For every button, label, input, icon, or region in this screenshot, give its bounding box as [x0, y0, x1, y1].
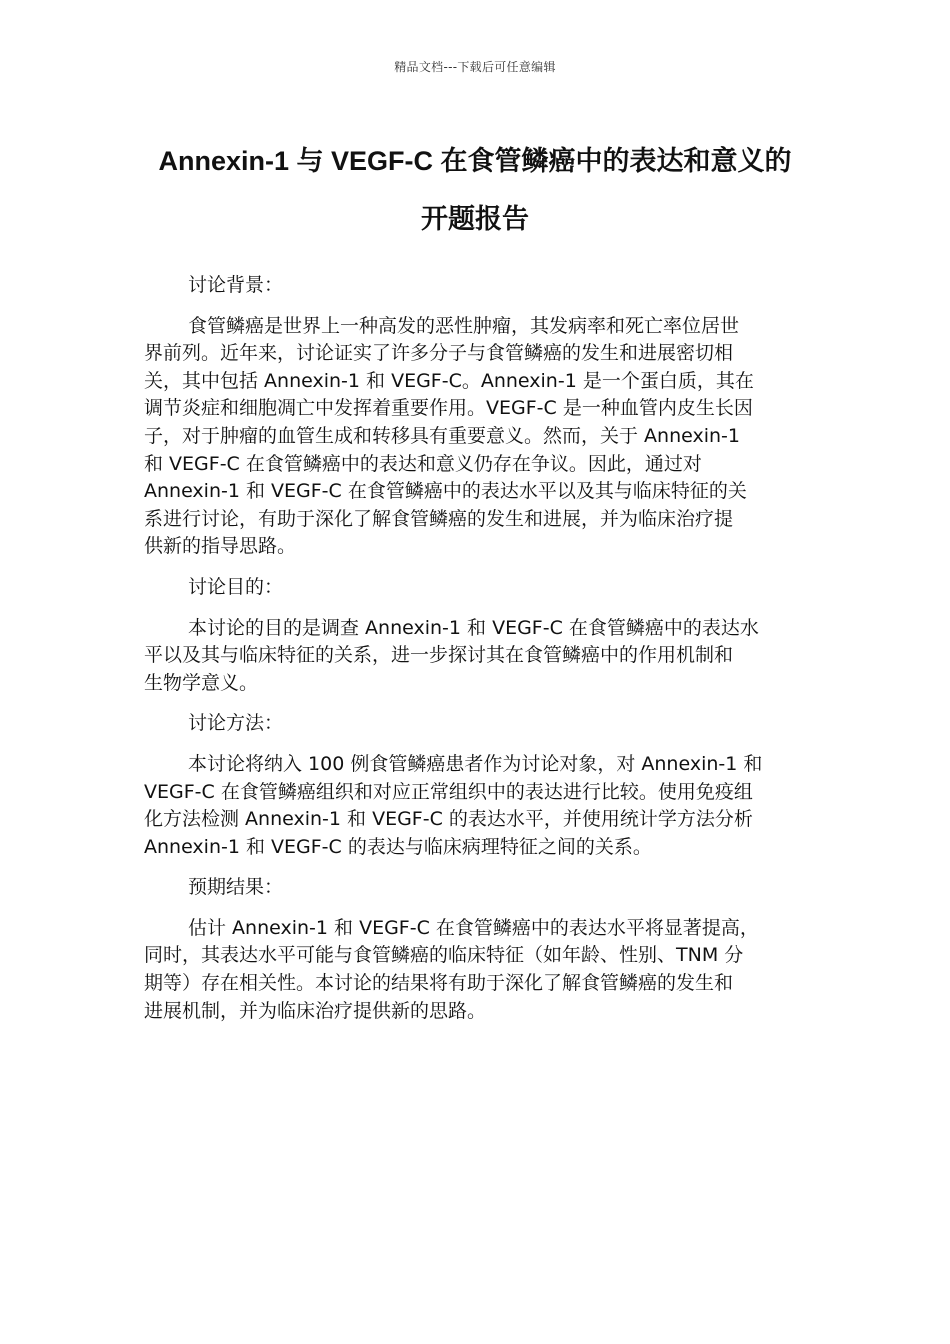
text-line: 食管鳞癌是世界上一种高发的恶性肿瘤，其发病率和死亡率位居世 — [188, 314, 740, 337]
paragraph-background — [144, 313, 812, 561]
section-heading-background: 讨论背景： — [188, 274, 284, 296]
section-heading-results: 预期结果： — [188, 876, 284, 899]
text-line: 和 VEGF-C 在食管鳞癌中的表达和意义仍存在争议。因此，通过对 — [144, 452, 702, 475]
text-line: 平以及其与临床特征的关系，进一步探讨其在食管鳞癌中的作用机制和 — [144, 644, 734, 667]
text-line: VEGF-C 在食管鳞癌组织和对应正常组织中的表达进行比较。使用免疫组 — [144, 780, 753, 803]
text-line: 界前列。近年来，讨论证实了许多分子与食管鳞癌的发生和进展密切相 — [144, 342, 734, 365]
document-body — [144, 272, 812, 1038]
text-line: 同时，其表达水平可能与食管鳞癌的临床特征（如年龄、性别、TNM 分 — [144, 944, 744, 967]
header-note: 精品文档---下载后可任意编辑 — [394, 60, 556, 74]
text-line: 关，其中包括 Annexin-1 和 VEGF-C。Annexin-1 是一个蛋白质，其在 — [144, 369, 754, 392]
text-line: 化方法检测 Annexin-1 和 VEGF-C 的表达水平，并使用统计学方法分析 — [144, 808, 753, 831]
section-heading-purpose: 讨论目的： — [188, 575, 284, 598]
text-line: 调节炎症和细胞凋亡中发挥着重要作用。VEGF-C 是一种血管内皮生长因 — [144, 397, 753, 420]
text-line: 系进行讨论，有助于深化了解食管鳞癌的发生和进展，并为临床治疗提 — [144, 507, 734, 530]
text-line: 供新的指导思路。 — [144, 535, 297, 558]
text-line: Annexin-1 和 VEGF-C 的表达与临床病理特征之间的关系。 — [144, 835, 652, 858]
section-heading-methods: 讨论方法： — [188, 712, 284, 735]
title-line-2: 开题报告 — [421, 204, 529, 234]
text-line: 子，对于肿瘤的血管生成和转移具有重要意义。然而，关于 Annexin-1 — [144, 424, 740, 447]
text-line: 本讨论将纳入 100 例食管鳞癌患者作为讨论对象，对 Annexin-1 和 — [188, 752, 763, 775]
text-line: 本讨论的目的是调查 Annexin-1 和 VEGF-C 在食管鳞癌中的表达水 — [188, 616, 759, 639]
title-line-1: Annexin-1 与 VEGF-C 在食管鳞癌中的表达和意义的 — [158, 146, 792, 176]
paragraph-methods — [144, 751, 812, 861]
paragraph-purpose — [144, 615, 812, 698]
text-line: 生物学意义。 — [144, 671, 259, 694]
paragraph-results — [144, 915, 812, 1025]
text-line: 进展机制，并为临床治疗提供新的思路。 — [144, 999, 487, 1022]
text-line: 期等）存在相关性。本讨论的结果将有助于深化了解食管鳞癌的发生和 — [144, 972, 734, 995]
text-line: 估计 Annexin-1 和 VEGF-C 在食管鳞癌中的表达水平将显著提高， — [188, 916, 759, 939]
document-title — [120, 132, 830, 248]
text-line: Annexin-1 和 VEGF-C 在食管鳞癌中的表达水平以及其与临床特征的关 — [144, 480, 747, 503]
